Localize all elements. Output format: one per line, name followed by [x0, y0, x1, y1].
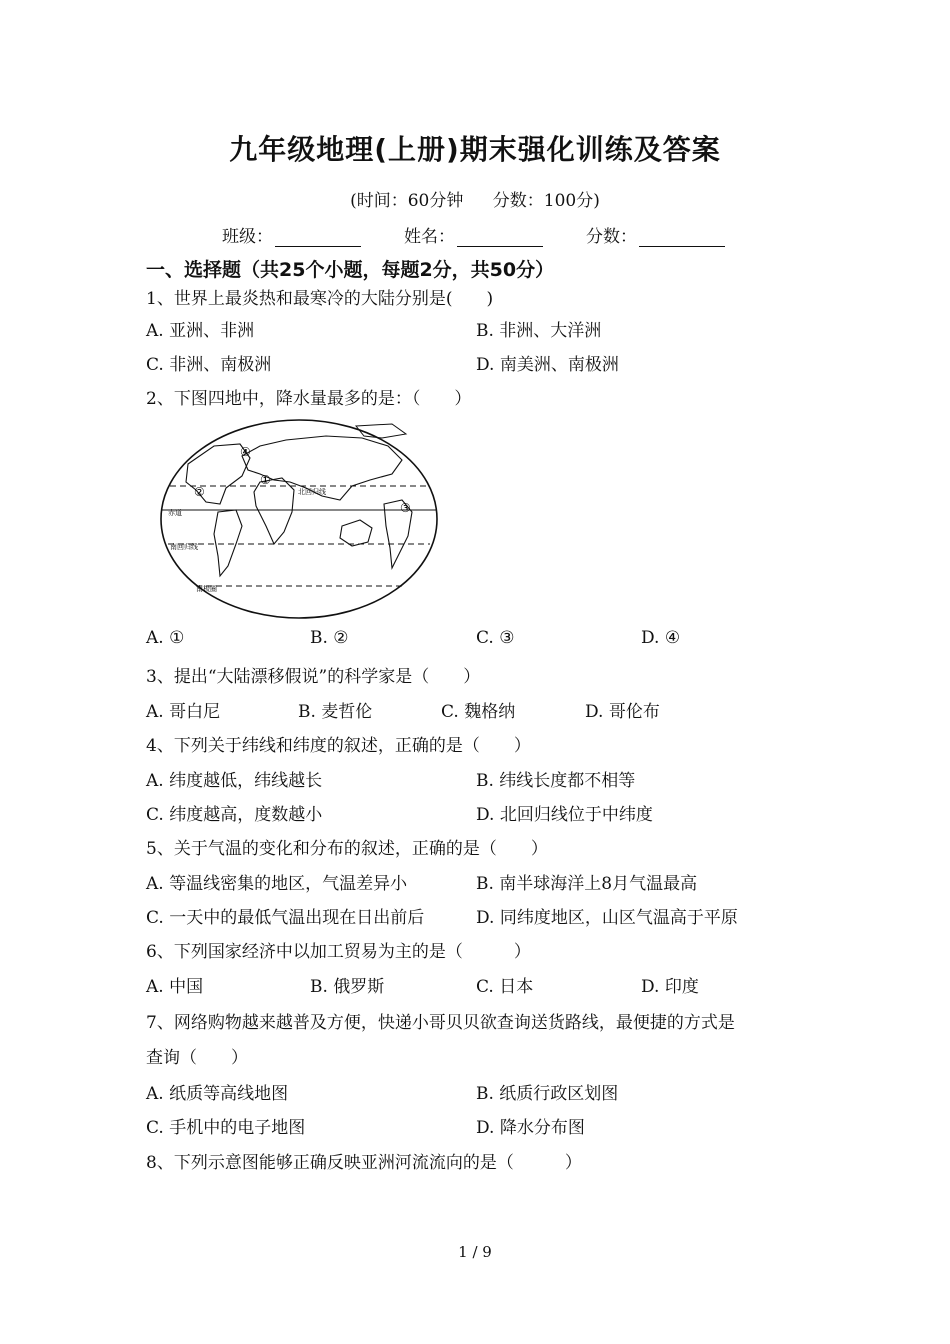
map-label: 赤道: [168, 509, 182, 517]
option: C. 日本: [476, 977, 534, 997]
option: B. 麦哲伦: [298, 702, 373, 722]
option: B. 非洲、大洋洲: [476, 321, 602, 341]
question-stem: 6、下列国家经济中以加工贸易为主的是（ ）: [146, 942, 531, 962]
class-field[interactable]: [222, 222, 361, 247]
page-title: 九年级地理(上册)期末强化训练及答案: [229, 133, 721, 166]
option: C. 非洲、南极洲: [146, 355, 272, 375]
option: C. 手机中的电子地图: [146, 1118, 306, 1138]
option: B. 纬线长度都不相等: [476, 771, 636, 791]
option: A. 中国: [146, 977, 204, 997]
question-stem-continued: 查询（ ）: [146, 1048, 248, 1068]
question-stem: 4、下列关于纬线和纬度的叙述，正确的是（ ）: [146, 736, 531, 756]
question-stem: 7、网络购物越来越普及方便，快递小哥贝贝欲查询送货路线，最便捷的方式是: [146, 1013, 735, 1033]
name-field[interactable]: [404, 222, 543, 247]
exam-time: (时间：60分钟: [350, 191, 464, 211]
option: C. 一天中的最低气温出现在日出前后: [146, 908, 425, 928]
option: D. 南美洲、南极洲: [476, 355, 619, 375]
score-field[interactable]: [586, 222, 725, 247]
option: A. 哥白尼: [146, 702, 221, 722]
option: A. 亚洲、非洲: [146, 321, 255, 341]
score-label: 分数：: [586, 227, 637, 247]
exam-meta: [0, 186, 950, 211]
option: D. 印度: [641, 977, 699, 997]
class-blank[interactable]: [275, 228, 361, 247]
page-number: 1 / 9: [458, 1243, 492, 1261]
section-title: 一、选择题（共25个小题，每题2分，共50分）: [146, 259, 555, 281]
option: B. 纸质行政区划图: [476, 1084, 619, 1104]
question-stem: 8、下列示意图能够正确反映亚洲河流流向的是（ ）: [146, 1153, 582, 1173]
option: A. 纸质等高线地图: [146, 1084, 289, 1104]
map-label: 北回归线: [298, 488, 326, 496]
question-stem: 5、关于气温的变化和分布的叙述，正确的是（ ）: [146, 839, 548, 859]
question-stem: 2、下图四地中，降水量最多的是：（ ）: [146, 389, 472, 409]
option: D. 降水分布图: [476, 1118, 585, 1138]
name-label: 姓名：: [404, 227, 455, 247]
name-blank[interactable]: [457, 228, 543, 247]
option: B. 俄罗斯: [310, 977, 385, 997]
map-marker: ④: [240, 445, 251, 459]
option: C. ③: [476, 628, 515, 648]
map-marker: ③: [400, 501, 411, 515]
option: A. 等温线密集的地区，气温差异小: [146, 874, 408, 894]
option: D. ④: [641, 628, 681, 648]
question-stem: 3、提出“大陆漂移假说”的科学家是（ ）: [146, 667, 481, 687]
option: D. 同纬度地区，山区气温高于平原: [476, 908, 738, 928]
option: C. 纬度越高，度数越小: [146, 805, 323, 825]
map-marker: ①: [260, 473, 271, 487]
option: A. 纬度越低，纬线越长: [146, 771, 323, 791]
option: B. 南半球海洋上8月气温最高: [476, 874, 698, 894]
option: A. ①: [146, 628, 185, 648]
option: B. ②: [310, 628, 349, 648]
map-marker: ②: [194, 485, 205, 499]
option: D. 北回归线位于中纬度: [476, 805, 653, 825]
map-label: 南回归线: [170, 543, 198, 551]
option: C. 魏格纳: [441, 702, 516, 722]
class-label: 班级：: [222, 227, 273, 247]
map-label: 南极圈: [196, 585, 217, 593]
question-stem: 1、世界上最炎热和最寒冷的大陆分别是( ): [146, 289, 494, 309]
world-map-figure: [156, 416, 442, 622]
score-blank[interactable]: [639, 228, 725, 247]
option: D. 哥伦布: [585, 702, 660, 722]
exam-score: 分数：100分): [492, 191, 600, 211]
